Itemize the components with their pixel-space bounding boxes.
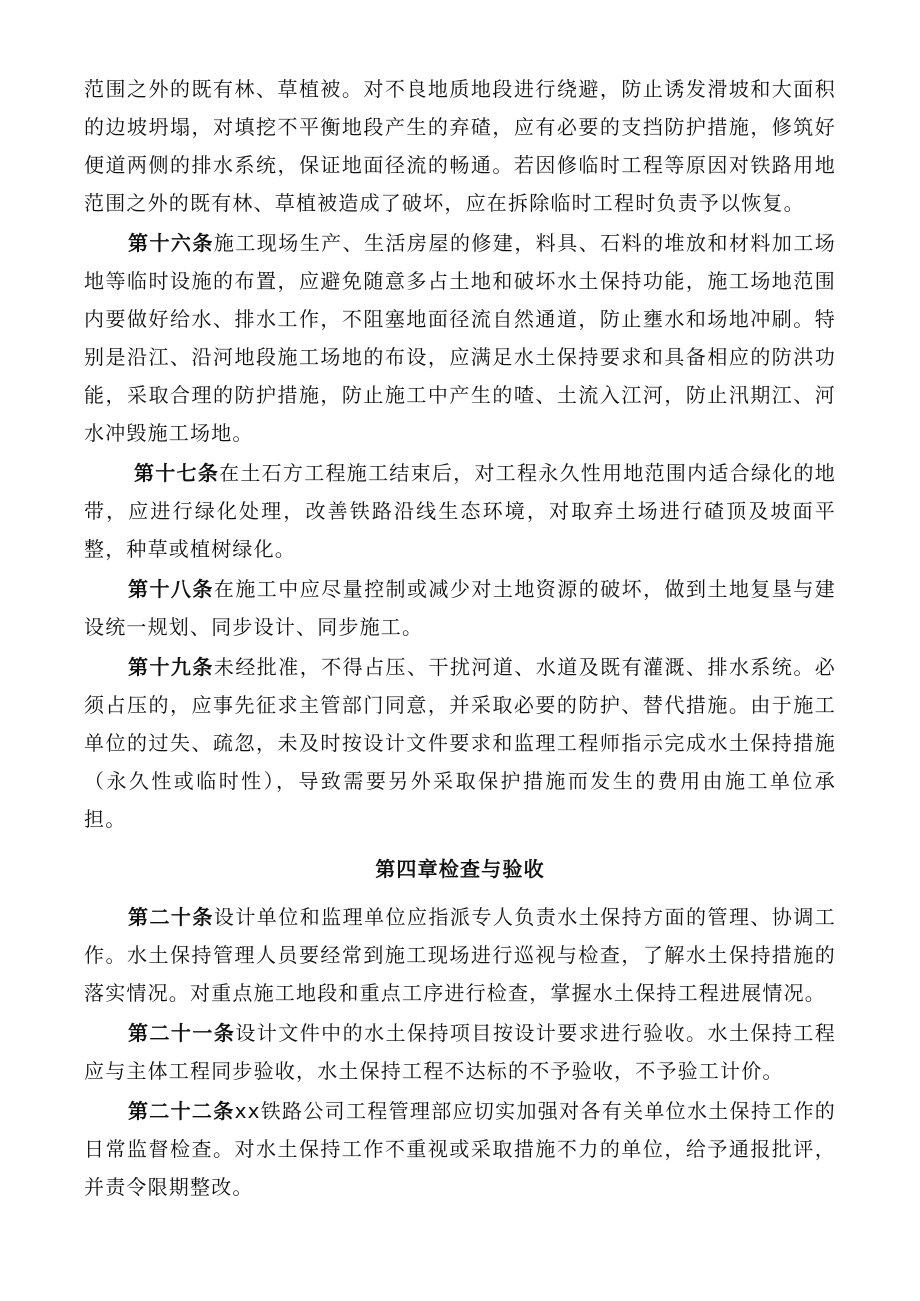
paragraph-continuation — [84, 70, 836, 222]
article-19 — [84, 648, 836, 838]
chapter-heading: 第四章检查与验收 — [375, 857, 545, 881]
article-number: 第二十条 — [128, 905, 214, 929]
article-18 — [84, 570, 836, 646]
document-page — [84, 70, 836, 1206]
article-text: 未经批准，不得占压、干扰河道、水道及既有灌溉、排水系统。必须占压的，应事先征求主管部门同意，并采取必要的防护、替代措施。由于施工单位的过失、疏忽，未及时按设计文件要求和监理工程师指示完成水土保持措施（永久性或临时性），导致需要另外采取保护措施而发生的费用由施工单位承担。 — [84, 655, 836, 831]
article-text: 在施工中应尽量控制或减少对土地资源的破坏，做到土地复垦与建设统一规划、同步设计、同步施工。 — [84, 577, 836, 639]
article-text: 设计文件中的水土保持项目按设计要求进行验收。水土保持工程应与主体工程同步验收，水土保持工程不达标的不予验收，不予验工计价。 — [84, 1021, 836, 1083]
article-number: 第十七条 — [134, 461, 220, 485]
article-number: 第十八条 — [128, 577, 214, 601]
article-number: 第十九条 — [128, 655, 214, 679]
article-17 — [84, 454, 836, 568]
article-text: xx铁路公司工程管理部应切实加强对各有关单位水土保持工作的日常监督检查。对水土保持工作不重视或采取措施不力的单位，给予通报批评，并责令限期整改。 — [84, 1099, 837, 1199]
article-text: 施工现场生产、生活房屋的修建，料具、石料的堆放和材料加工场地等临时设施的布置，应避免随意多占土地和破坏水土保持功能，施工场地范围内要做好给水、排水工作，不阻塞地面径流自然通道，防止壅水和场地冲刷。特别是沿江、沿河地段施工场地的布设，应满足水土保持要求和具备相应的防洪功能，采取合理的防护措施，防止施工中产生的喳、土流入江河，防止汛期江、河水冲毁施工场地。 — [84, 231, 836, 445]
article-number: 第十六条 — [128, 231, 214, 255]
article-text: 在土石方工程施工结束后，对工程永久性用地范围内适合绿化的地带，应进行绿化处理，改善铁路沿线生态环境，对取弃土场进行碴顶及坡面平整，种草或植树绿化。 — [84, 461, 836, 561]
article-number: 第二十二条 — [128, 1099, 235, 1123]
article-21 — [84, 1014, 836, 1090]
article-22 — [84, 1092, 836, 1206]
article-number: 第二十一条 — [128, 1021, 236, 1045]
article-20 — [84, 898, 836, 1012]
article-text: 设计单位和监理单位应指派专人负责水土保持方面的管理、协调工作。水土保持管理人员要经常到施工现场进行巡视与检查，了解水土保持措施的落实情况。对重点施工地段和重点工序进行检查，掌握水土保持工程进展情况。 — [84, 905, 836, 1005]
paragraph-text: 范围之外的既有林、草植被。对不良地质地段进行绕避，防止诱发滑坡和大面积的边坡坍塌，对填挖不平衡地段产生的弃碴，应有必要的支挡防护措施，修筑好便道两侧的排水系统，保证地面径流的畅通。若因修临时工程等原因对铁路用地范围之外的既有林、草植被造成了破坏，应在拆除临时工程时负责予以恢复。 — [84, 77, 836, 215]
article-16 — [84, 224, 836, 452]
